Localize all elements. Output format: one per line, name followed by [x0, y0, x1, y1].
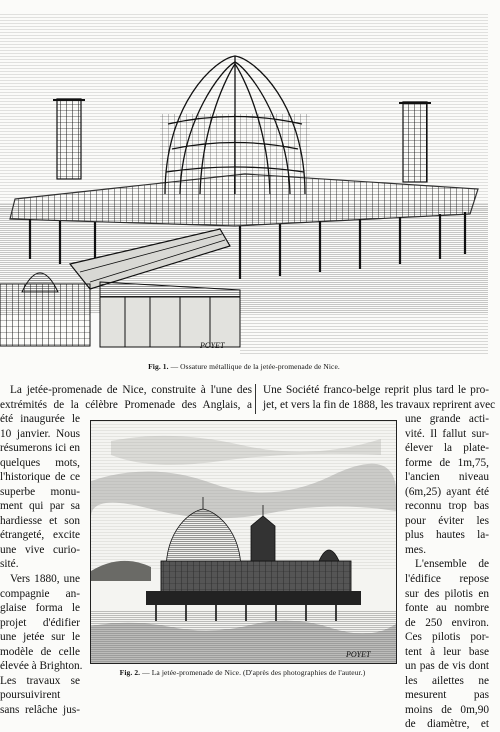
left-narrow-line: ment qui par sa [0, 500, 80, 513]
left-narrow-line: Vers 1880, une [10, 573, 80, 586]
left-narrow-line: 10 janvier. Nous [0, 427, 80, 440]
left-narrow-line: quelques mots, [0, 456, 80, 469]
figure-2-caption-text: — La jetée-promenade de Nice. (D'après des photographies de l'auteur.) [142, 668, 366, 677]
left-column [0, 383, 252, 412]
left-narrow-line: été inaugurée le [0, 413, 80, 425]
right-narrow-line: fonte au nombre [405, 602, 489, 615]
figure-1-signature: POYET [200, 341, 225, 350]
right-narrow-line: sur des pilotis en [405, 587, 489, 600]
right-narrow-line: mes. [405, 543, 427, 556]
left-narrow-line: hardiesse et son [0, 514, 80, 527]
left-narrow-line: glaise forma le [0, 602, 80, 615]
right-narrow-line: un pas de vis dont [405, 660, 489, 673]
left-narrow-column [0, 412, 83, 717]
right-column [263, 383, 496, 412]
figure-2-engraving [90, 420, 397, 664]
right-narrow-line: vité. Il fallut sur- [405, 427, 489, 440]
right-wide-line: jet, et vers la fin de 1888, les travaux reprirent avec [263, 398, 496, 411]
right-narrow-line: pour éviter les [405, 514, 489, 527]
left-narrow-line: résumerons ici en [0, 442, 80, 455]
left-narrow-line: étrangeté, excite [0, 529, 80, 542]
left-narrow-line: superbe monu- [0, 485, 80, 498]
right-narrow-column [405, 412, 489, 732]
left-narrow-line: l'historique de ce [0, 471, 80, 484]
right-narrow-line: mesurent pas [405, 689, 489, 702]
right-narrow-line: moins de 0m,90 [405, 703, 489, 716]
pier-skeleton-illustration [0, 14, 488, 354]
figure-1-caption-text: — Ossature métallique de la jetée-promenade de Nice. [170, 362, 340, 371]
left-narrow-line: sité. [0, 558, 19, 571]
figure-1-caption-label: Fig. 1. [148, 362, 169, 371]
column-divider [255, 384, 256, 414]
left-narrow-line: une jetée sur le [0, 631, 80, 644]
left-narrow-line: compagnie an- [0, 587, 80, 600]
figure-1-caption [0, 362, 488, 371]
right-narrow-line: les ailettes ne [405, 674, 489, 687]
right-narrow-line: l'ancien niveau [405, 471, 489, 484]
right-wide-line: Une Société franco-belge reprit plus tard le pro- [263, 384, 489, 396]
right-narrow-line: (6m,25) ayant été [405, 485, 489, 498]
figure-2-caption-label: Fig. 2. [119, 668, 141, 677]
figure-1-engraving [0, 14, 488, 354]
right-narrow-line: forme de 1m,75, [405, 456, 489, 469]
right-narrow-line: l'édifice repose [405, 573, 489, 586]
right-narrow-line: reconnu trop bas [405, 500, 489, 513]
right-narrow-line: de 250 environ. [405, 616, 489, 629]
right-narrow-line: de diamètre, et [405, 718, 489, 731]
pier-view-illustration [91, 421, 396, 663]
left-narrow-line: modèle de celle [0, 645, 80, 658]
right-narrow-line: une grande acti- [405, 413, 489, 425]
right-narrow-line: tent à leur base [405, 645, 489, 658]
left-narrow-line: Les travaux se [0, 674, 80, 687]
figure-2-caption [90, 668, 395, 677]
right-narrow-line: plus hautes la- [405, 529, 489, 542]
right-narrow-line: L'ensemble de [415, 558, 489, 571]
left-wide-line: extrémités de la célèbre Promenade des Anglais, a [0, 398, 252, 411]
left-narrow-line: sans relâche jus- [0, 703, 80, 716]
right-narrow-line: Ces pilotis por- [405, 631, 489, 644]
left-narrow-line: une vive curio- [0, 543, 80, 556]
left-narrow-line: poursuivirent [0, 689, 61, 702]
left-wide-line: La jetée-promenade de Nice, construite à l'une des [10, 384, 252, 396]
left-narrow-line: projet d'édifier [0, 616, 80, 629]
left-narrow-line: élevée à Brighton. [0, 660, 83, 673]
right-narrow-line: élever la plate- [405, 442, 489, 455]
figure-2-signature: POYET [346, 650, 371, 659]
